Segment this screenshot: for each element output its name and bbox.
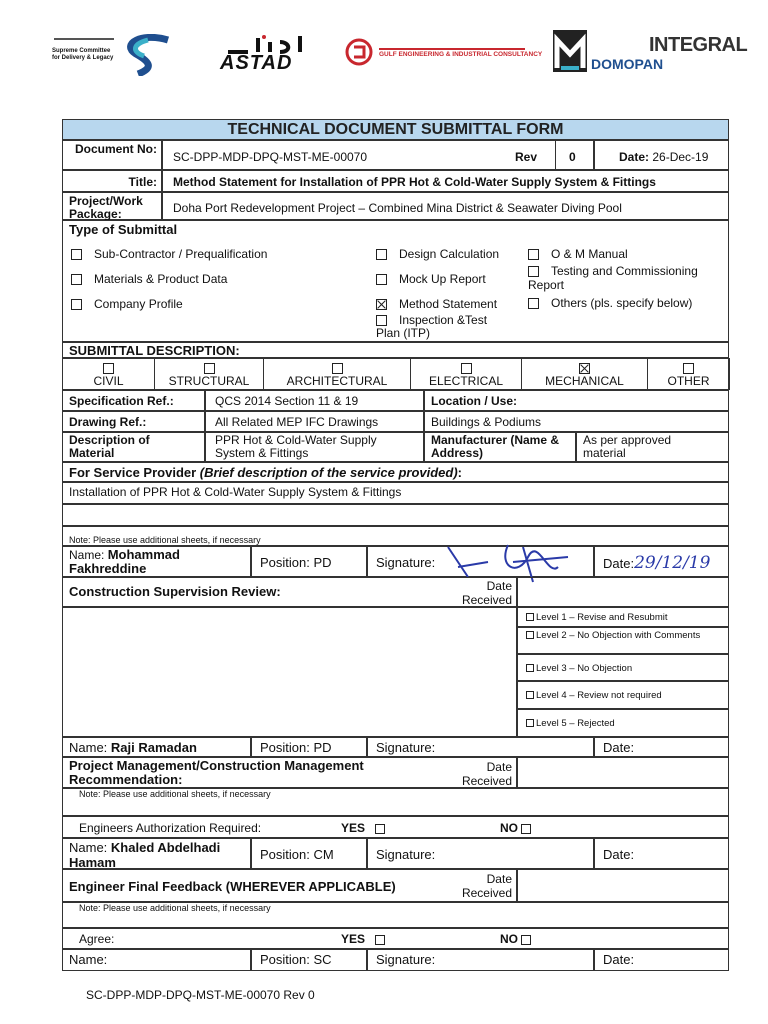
service-provider-note-row	[62, 526, 729, 546]
checkbox-om-manual[interactable]	[528, 249, 539, 260]
material-value: PPR Hot & Cold-Water Supply System & Fittings	[215, 433, 377, 460]
sp-date-handwritten: 29/12/19	[634, 553, 711, 573]
eff-date-received-label: Date Received	[461, 872, 512, 900]
rev-label: Rev	[515, 150, 538, 164]
pm-date-label: Date:	[603, 847, 635, 862]
supreme-line1: Supreme Committee	[52, 48, 111, 54]
gulf-arabic-line	[379, 38, 525, 50]
eff-no-option[interactable]: NO	[500, 932, 543, 946]
logo-gulf-engineering	[345, 38, 543, 72]
checkbox-subcontractor[interactable]	[71, 249, 82, 260]
supreme-line2: for Delivery & Legacy	[52, 55, 114, 61]
csr-signature-label: Signature:	[376, 740, 436, 755]
eff-name-label: Name:	[69, 952, 108, 967]
type-option-subcontractor[interactable]: Sub-Contractor / Prequalification	[71, 247, 267, 272]
manufacturer-value-cell	[576, 432, 729, 462]
checkbox-eff-no[interactable]	[521, 935, 531, 945]
doc-no-label-cell	[62, 140, 162, 170]
sp-date-cell	[594, 546, 729, 577]
sp-position-label: Position:	[260, 555, 310, 570]
title-label: Title:	[128, 175, 157, 189]
checkbox-mockup[interactable]	[376, 274, 387, 285]
pm-date-cell[interactable]	[594, 838, 729, 869]
type-option-om-manual[interactable]: O & M Manual	[528, 247, 718, 264]
type-of-submittal-section	[62, 220, 729, 342]
material-label-cell	[62, 432, 205, 462]
type-option-method-statement[interactable]: Method Statement	[376, 297, 506, 314]
form-title: TECHNICAL DOCUMENT SUBMITTAL FORM	[227, 121, 564, 138]
sp-name-value: Mohammad Fakhreddine	[69, 547, 180, 576]
astad-text: ASTAD	[220, 52, 293, 74]
sp-position-value: PD	[313, 555, 332, 570]
logo-astad	[218, 34, 314, 74]
pm-signature-label: Signature:	[376, 847, 436, 862]
checkbox-architectural[interactable]	[332, 363, 343, 374]
discipline-architectural[interactable]: ARCHITECTURAL	[263, 358, 411, 390]
location-label: Location / Use:	[431, 394, 518, 408]
integral-text: INTEGRAL	[649, 34, 748, 56]
csr-signature-cell[interactable]	[367, 737, 594, 757]
doc-no-cell	[162, 140, 594, 170]
pm-auth-row	[62, 816, 729, 838]
rev-value: 0	[569, 150, 576, 164]
eff-date-label: Date:	[603, 952, 635, 967]
type-option-materials[interactable]: Materials & Product Data	[71, 272, 267, 297]
csr-position-label: Position:	[260, 740, 310, 755]
checkbox-level-1[interactable]	[526, 613, 534, 621]
sp-position-cell	[251, 546, 367, 577]
pm-date-received-label: Date Received	[461, 760, 512, 788]
discipline-civil[interactable]: CIVIL	[62, 358, 155, 390]
spec-label-cell	[62, 390, 205, 411]
material-value-cell	[205, 432, 424, 462]
logo-integral-domopan	[553, 30, 748, 74]
pm-heading: Project Management/Construction Management Recommendation:	[69, 758, 364, 787]
discipline-other[interactable]: OTHER	[647, 358, 730, 390]
logo-supreme-committee	[50, 34, 185, 76]
sp-signature-cell	[367, 546, 594, 577]
type-option-testing[interactable]: Testing and Commissioning Report	[528, 264, 698, 292]
title-label-cell	[62, 170, 162, 192]
checkbox-level-3[interactable]	[526, 664, 534, 672]
csr-level-3[interactable]: Level 3 – No Objection	[517, 654, 729, 681]
pm-name-value: Khaled Abdelhadi Hamam	[69, 840, 221, 870]
checkbox-level-2[interactable]	[526, 631, 534, 639]
service-provider-blank-row	[62, 504, 729, 526]
disciplines-row	[62, 358, 729, 390]
eff-position-value: SC	[313, 952, 332, 967]
eff-position-label: Position:	[260, 952, 310, 967]
location-value: Buildings & Podiums	[431, 415, 542, 429]
csr-comments-area[interactable]	[62, 607, 517, 737]
form-title-bar	[62, 119, 729, 140]
domopan-text: DOMOPAN	[591, 56, 664, 72]
checkbox-testing[interactable]	[528, 266, 539, 277]
pm-heading-cell	[62, 757, 517, 788]
discipline-mechanical[interactable]: MECHANICAL	[521, 358, 648, 390]
type-option-mockup[interactable]: Mock Up Report	[376, 272, 506, 297]
csr-date-label: Date:	[603, 740, 635, 755]
pm-no-option[interactable]: NO	[500, 821, 543, 835]
csr-level-2[interactable]: Level 2 – No Objection with Comments	[517, 627, 729, 654]
drawing-label: Drawing Ref.:	[69, 415, 147, 429]
csr-heading: Construction Supervision Review:	[69, 584, 281, 599]
drawing-value-cell	[205, 411, 424, 432]
eff-date-cell[interactable]	[594, 949, 729, 971]
date-cell	[594, 140, 729, 170]
checkbox-civil[interactable]	[103, 363, 114, 374]
checkbox-eff-yes[interactable]	[375, 935, 385, 945]
checkbox-others[interactable]	[528, 298, 539, 309]
domopan-emblem-icon	[553, 30, 587, 72]
eff-agree-label: Agree:	[79, 932, 115, 946]
csr-level-1[interactable]: Level 1 – Revise and Resubmit	[517, 607, 729, 627]
sp-date-label: Date:	[603, 556, 635, 571]
spec-value-cell	[205, 390, 424, 411]
sp-signature-label: Signature:	[376, 555, 436, 570]
project-label-cell	[62, 192, 162, 220]
checkbox-other[interactable]	[683, 363, 694, 374]
csr-date-cell[interactable]	[594, 737, 729, 757]
sp-name-cell	[62, 546, 251, 577]
eff-agree-row	[62, 928, 729, 949]
eff-name-cell[interactable]	[62, 949, 251, 971]
type-option-itp[interactable]: Inspection &Test Plan (ITP)	[376, 313, 488, 340]
eff-heading: Engineer Final Feedback (WHEREVER APPLICABLE)	[69, 879, 396, 894]
sp-name-label: Name:	[69, 548, 105, 562]
checkbox-electrical[interactable]	[461, 363, 472, 374]
service-provider-heading-italic: (Brief description of the service provided)	[199, 465, 458, 480]
manufacturer-label-cell	[424, 432, 576, 462]
pm-auth-label: Engineers Authorization Required:	[79, 821, 262, 835]
gulf-emblem-icon	[345, 38, 373, 66]
spec-label: Specification Ref.:	[69, 394, 174, 408]
pm-note: Note: Please use additional sheets, if necessary	[79, 789, 271, 799]
submittal-description-heading-row	[62, 342, 729, 358]
project-value: Doha Port Redevelopment Project – Combined Mina District & Seawater Diving Pool	[173, 201, 622, 215]
checkbox-structural[interactable]	[204, 363, 215, 374]
title-value: Method Statement for Installation of PPR Hot & Cold-Water Supply System & Fittings	[173, 175, 656, 189]
checkbox-level-4[interactable]	[526, 691, 534, 699]
service-provider-heading-row: For Service Provider (Brief description of the service provided):	[62, 462, 729, 482]
type-heading: Type of Submittal	[69, 222, 178, 237]
location-value-cell	[424, 411, 729, 432]
csr-date-received-label: Date Received	[461, 579, 512, 607]
submittal-description-heading: SUBMITTAL DESCRIPTION:	[69, 343, 240, 358]
checkbox-design-calc[interactable]	[376, 249, 387, 260]
checkbox-method-statement[interactable]	[376, 299, 387, 310]
csr-levels	[517, 607, 729, 737]
pm-name-label: Name:	[69, 840, 108, 855]
pm-note-row[interactable]	[62, 788, 729, 816]
drawing-label-cell	[62, 411, 205, 432]
service-provider-text-row	[62, 482, 729, 504]
service-provider-text: Installation of PPR Hot & Cold-Water Supply System & Fittings	[69, 485, 402, 499]
checkbox-pm-yes[interactable]	[375, 824, 385, 834]
csr-date-received-box[interactable]	[517, 577, 729, 607]
date-label: Date:	[619, 150, 650, 164]
gulf-text: GULF ENGINEERING & INDUSTRIAL CONSULTANCY	[379, 51, 543, 58]
pm-name-cell	[62, 838, 251, 869]
csr-level-4[interactable]: Level 4 – Review not required	[517, 681, 729, 709]
manufacturer-value: As per approved material	[583, 433, 672, 460]
eff-note: Note: Please use additional sheets, if necessary	[79, 903, 271, 913]
pm-yes-option[interactable]: YES	[341, 821, 397, 835]
eff-yes-option[interactable]: YES	[341, 932, 397, 946]
csr-name-cell	[62, 737, 251, 757]
manufacturer-label: Manufacturer (Name & Address)	[431, 433, 560, 460]
spec-value: QCS 2014 Section 11 & 19	[215, 394, 359, 408]
checkbox-itp[interactable]	[376, 315, 387, 326]
type-option-others[interactable]: Others (pls. specify below)	[528, 296, 718, 310]
eff-date-received-box[interactable]	[517, 869, 729, 902]
checkbox-mechanical[interactable]	[579, 363, 590, 374]
eff-signature-label: Signature:	[376, 952, 436, 967]
checkbox-company-profile[interactable]	[71, 299, 82, 310]
type-option-design-calc[interactable]: Design Calculation	[376, 247, 506, 272]
pm-position-value: CM	[313, 847, 334, 862]
footer-doc-ref: SC-DPP-MDP-DPQ-MST-ME-00070 Rev 0	[86, 988, 315, 1002]
checkbox-level-5[interactable]	[526, 719, 534, 727]
checkbox-materials[interactable]	[71, 274, 82, 285]
drawing-value: All Related MEP IFC Drawings	[215, 415, 379, 429]
location-label-cell	[424, 390, 729, 411]
title-value-cell	[162, 170, 729, 192]
doc-no-value: SC-DPP-MDP-DPQ-MST-ME-00070	[173, 150, 368, 164]
csr-name-value: Raji Ramadan	[110, 740, 197, 755]
pm-signature-cell[interactable]	[367, 838, 594, 869]
eff-note-row[interactable]	[62, 902, 729, 928]
material-label: Description of Material	[69, 433, 150, 460]
eff-heading-cell	[62, 869, 517, 902]
pm-date-received-box[interactable]	[517, 757, 729, 788]
eff-signature-cell[interactable]	[367, 949, 594, 971]
eff-position-cell	[251, 949, 367, 971]
discipline-structural[interactable]: STRUCTURAL	[154, 358, 264, 390]
csr-level-5[interactable]: Level 5 – Rejected	[517, 709, 729, 737]
project-value-cell	[162, 192, 729, 220]
discipline-electrical[interactable]: ELECTRICAL	[410, 358, 522, 390]
csr-position-value: PD	[313, 740, 332, 755]
csr-heading-cell	[62, 577, 517, 607]
project-label: Project/Work Package:	[69, 194, 143, 221]
pm-position-cell	[251, 838, 367, 869]
csr-name-label: Name:	[69, 740, 108, 755]
csr-position-cell	[251, 737, 367, 757]
service-provider-heading: For Service Provider	[69, 465, 200, 480]
checkbox-pm-no[interactable]	[521, 824, 531, 834]
pm-position-label: Position:	[260, 847, 310, 862]
service-provider-note: Note: Please use additional sheets, if necessary	[69, 535, 261, 545]
date-value: 26-Dec-19	[652, 150, 709, 164]
type-option-company-profile[interactable]: Company Profile	[71, 297, 267, 322]
doc-no-label: Document No:	[75, 142, 157, 156]
